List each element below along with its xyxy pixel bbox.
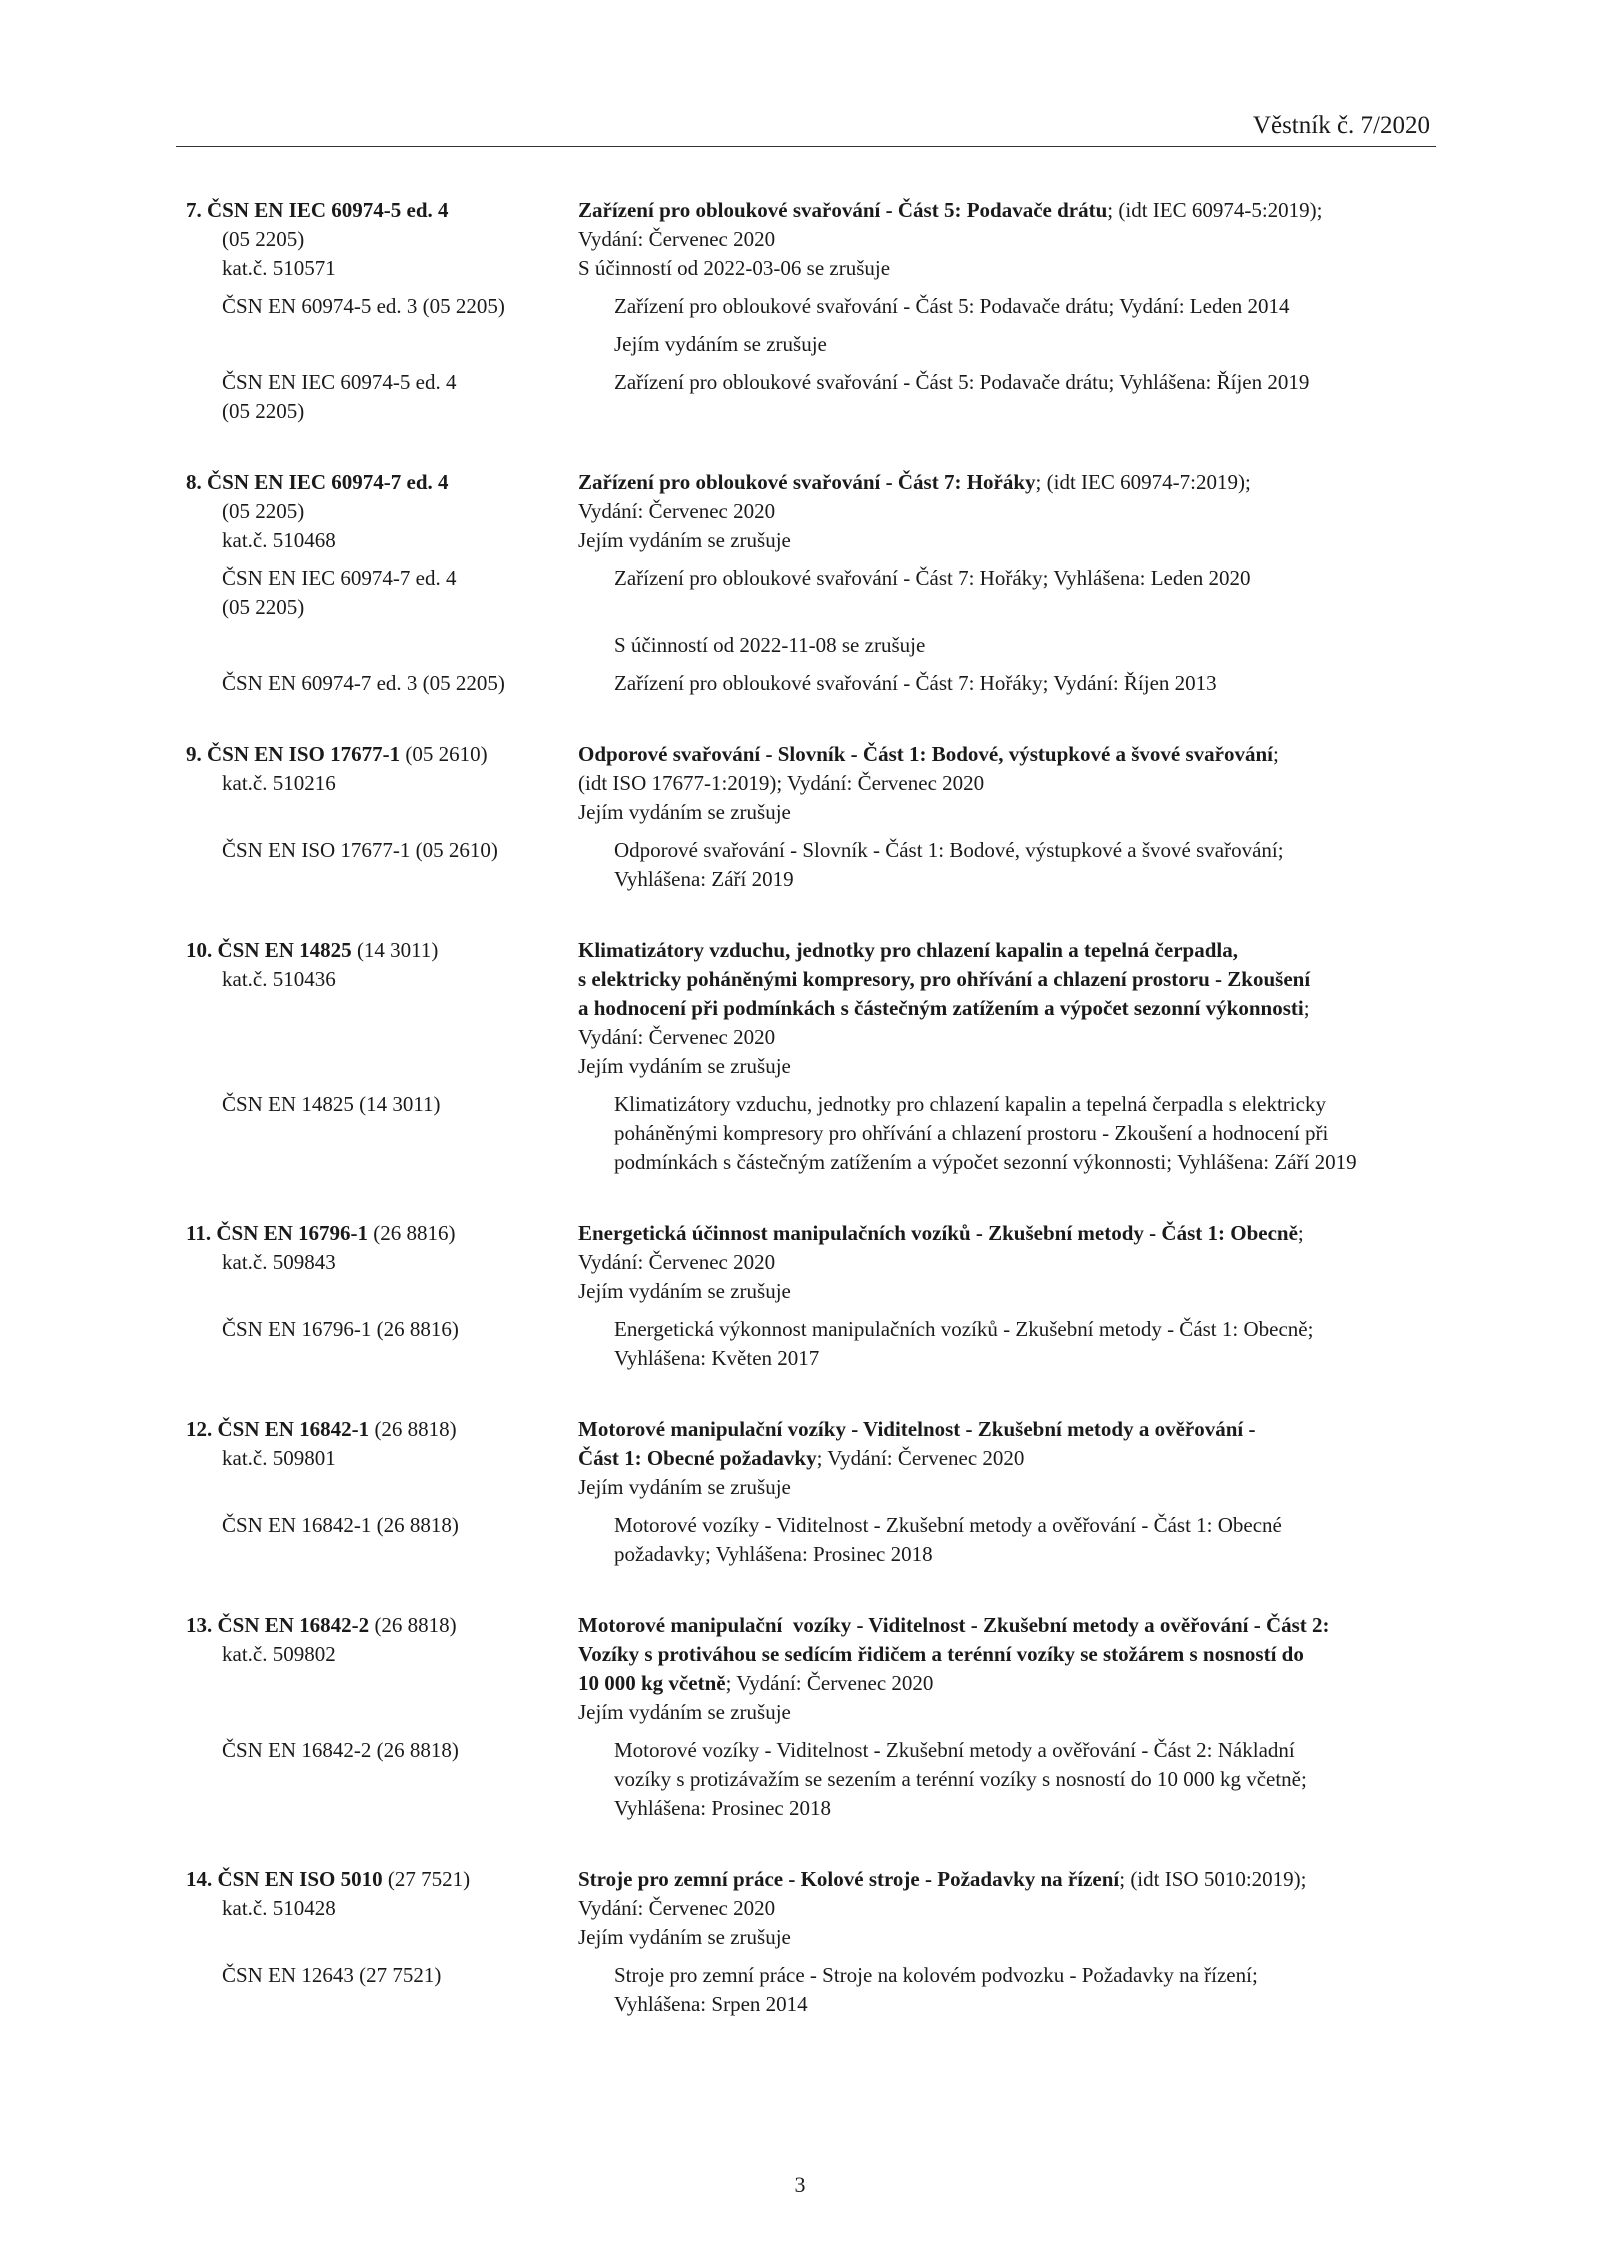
issue-date: Vydání: Červenec 2020	[578, 1025, 776, 1049]
catalog-number: kat.č. 510436	[222, 967, 336, 991]
related-standard-text: Energetická výkonnost manipulačních vozíků - Zkušební metody - Část 1: Obecně;	[614, 1317, 1314, 1341]
standard-code: ČSN EN 16842-1	[217, 1417, 370, 1441]
standards-list	[186, 196, 1436, 2061]
related-standard-text: Zařízení pro obloukové svařování - Část 5: Podavače drátu; Vydání: Leden 2014	[614, 294, 1290, 318]
effect-note: Jejím vydáním se zrušuje	[578, 528, 791, 552]
standard-title: Energetická účinnost manipulačních vozíků - Zkušební metody - Část 1: Obecně	[578, 1221, 1298, 1245]
related-standard-text-cont: Vyhlášena: Září 2019	[614, 867, 794, 891]
related-standard-text: Zařízení pro obloukové svařování - Část 5: Podavače drátu; Vyhlášena: Říjen 2019	[614, 370, 1310, 394]
page-number: 3	[794, 2172, 806, 2197]
standard-entry-10	[186, 936, 1436, 1177]
bulletin-title: Věstník č. 7/2020	[1252, 112, 1430, 139]
standard-entry-11	[186, 1219, 1436, 1373]
title-suffix: ; (idt IEC 60974-7:2019);	[1035, 470, 1251, 494]
related-standard-text-l3: podmínkách s částečným zatížením a výpočet sezonní výkonnosti; Vyhlášena: Září 2019	[614, 1150, 1357, 1174]
catalog-number: kat.č. 509801	[222, 1446, 336, 1470]
standard-entry-7	[186, 196, 1436, 426]
related-standard-code: ČSN EN 60974-5 ed. 3 (05 2205)	[222, 294, 505, 318]
related-standard-text-l3: Vyhlášena: Prosinec 2018	[614, 1796, 831, 1820]
standard-title: Zařízení pro obloukové svařování - Část 7: Hořáky	[578, 470, 1036, 494]
title-suffix: ; Vydání: Červenec 2020	[725, 1671, 934, 1695]
title-suffix: ; (idt IEC 60974-5:2019);	[1107, 198, 1323, 222]
related-standard-text: Stroje pro zemní práce - Stroje na kolovém podvozku - Požadavky na řízení;	[614, 1963, 1258, 1987]
related-standard-text-cont: požadavky; Vyhlášena: Prosinec 2018	[614, 1542, 933, 1566]
classification-code: (27 7521)	[387, 1867, 471, 1891]
effect-note: Jejím vydáním se zrušuje	[578, 800, 791, 824]
standard-title-line3: 10 000 kg včetně	[578, 1671, 726, 1695]
entry-number: 13.	[186, 1613, 213, 1637]
related-standard-text: Motorové vozíky - Viditelnost - Zkušební metody a ověřování - Část 1: Obecné	[614, 1513, 1282, 1537]
standard-title: Stroje pro zemní práce - Kolové stroje - Požadavky na řízení	[578, 1867, 1120, 1891]
standard-title-line2: Vozíky s protiváhou se sedícím řidičem a terénní vozíky se stožárem s nosností do	[578, 1642, 1304, 1666]
effect-note: Jejím vydáním se zrušuje	[578, 1700, 791, 1724]
standard-code: ČSN EN ISO 17677-1	[207, 742, 401, 766]
effect-note: Jejím vydáním se zrušuje	[578, 1925, 791, 1949]
related-standard-text: Motorové vozíky - Viditelnost - Zkušební metody a ověřování - Část 2: Nákladní	[614, 1738, 1295, 1762]
standard-entry-13	[186, 1611, 1436, 1823]
catalog-number: kat.č. 510571	[222, 256, 336, 280]
standard-entry-8	[186, 468, 1436, 698]
standard-code: ČSN EN IEC 60974-7 ed. 4	[207, 470, 449, 494]
entry-number: 10.	[186, 938, 213, 962]
classification-code: (26 8816)	[373, 1221, 456, 1245]
catalog-number: kat.č. 510428	[222, 1896, 336, 1920]
standard-title: Motorové manipulační vozíky - Viditelnost - Zkušební metody a ověřování -	[578, 1417, 1256, 1441]
related-standard-text-l2: poháněnými kompresory pro ohřívání a chlazení prostoru - Zkoušení a hodnocení při	[614, 1121, 1329, 1145]
entry-number: 14.	[186, 1867, 213, 1891]
related-standard-code: ČSN EN 14825 (14 3011)	[222, 1092, 441, 1116]
entry-number: 9.	[186, 742, 202, 766]
related-classification-code: (05 2205)	[222, 595, 305, 619]
classification-code: (05 2205)	[222, 499, 305, 523]
related-standard-code: ČSN EN 12643 (27 7521)	[222, 1963, 442, 1987]
catalog-number: kat.č. 510468	[222, 528, 336, 552]
catalog-number: kat.č. 509802	[222, 1642, 336, 1666]
related-standard-code: ČSN EN 16842-2 (26 8818)	[222, 1738, 459, 1762]
entry-number: 7.	[186, 198, 202, 222]
classification-code: (14 3011)	[356, 938, 439, 962]
related-standard-code: ČSN EN IEC 60974-5 ed. 4	[222, 370, 457, 394]
title-suffix: ;	[1303, 996, 1310, 1020]
related-note: Jejím vydáním se zrušuje	[614, 332, 827, 356]
standard-code: ČSN EN 14825	[217, 938, 352, 962]
related-standard-code: ČSN EN 16842-1 (26 8818)	[222, 1513, 459, 1537]
entry-number: 8.	[186, 470, 202, 494]
standard-title: Odporové svařování - Slovník - Část 1: Bodové, výstupkové a švové svařování	[578, 742, 1274, 766]
related-standard-text-cont: Vyhlášena: Srpen 2014	[614, 1992, 808, 2016]
title-suffix: ;	[1273, 742, 1279, 766]
classification-code: (26 8818)	[374, 1417, 457, 1441]
related-standard-text: Zařízení pro obloukové svařování - Část 7: Hořáky; Vyhlášena: Leden 2020	[614, 566, 1251, 590]
title-suffix: ;	[1297, 1221, 1304, 1245]
related-standard-text: Klimatizátory vzduchu, jednotky pro chlazení kapalin a tepelná čerpadla s elektricky	[614, 1092, 1326, 1116]
issue-date: Vydání: Červenec 2020	[578, 227, 776, 251]
standard-entry-14	[186, 1865, 1436, 2019]
standard-entry-12	[186, 1415, 1436, 1569]
related-standard-code: ČSN EN 60974-7 ed. 3 (05 2205)	[222, 671, 505, 695]
classification-code: (05 2610)	[405, 742, 488, 766]
page-header	[176, 112, 1436, 147]
related-standard-text-l2: vozíky s protizávažím se sezením a terénní vozíky s nosností do 10 000 kg včetně;	[614, 1767, 1307, 1791]
standard-code: ČSN EN IEC 60974-5 ed. 4	[207, 198, 449, 222]
standard-entry-9	[186, 740, 1436, 894]
effect-note: Jejím vydáním se zrušuje	[578, 1279, 791, 1303]
standard-code: ČSN EN 16842-2	[217, 1613, 370, 1637]
standard-title-line2: Část 1: Obecné požadavky	[578, 1446, 817, 1470]
standard-title-line3: a hodnocení při podmínkách s částečným zatížením a výpočet sezonní výkonnosti	[578, 996, 1304, 1020]
effect-note: Jejím vydáním se zrušuje	[578, 1475, 791, 1499]
related-classification-code: (05 2205)	[222, 399, 305, 423]
standard-title: Zařízení pro obloukové svařování - Část 5: Podavače drátu	[578, 198, 1108, 222]
title-suffix: ; (idt ISO 5010:2019);	[1119, 1867, 1307, 1891]
related-standard-text: Zařízení pro obloukové svařování - Část 7: Hořáky; Vydání: Říjen 2013	[614, 671, 1217, 695]
classification-code: (05 2205)	[222, 227, 305, 251]
entry-number: 11.	[186, 1221, 212, 1245]
related-standard-code: ČSN EN ISO 17677-1 (05 2610)	[222, 838, 498, 862]
standard-code: ČSN EN 16796-1	[216, 1221, 369, 1245]
related-note: S účinností od 2022-11-08 se zrušuje	[614, 633, 926, 657]
entry-number: 12.	[186, 1417, 213, 1441]
standard-title: Klimatizátory vzduchu, jednotky pro chlazení kapalin a tepelná čerpadla,	[578, 938, 1238, 962]
standard-title: Motorové manipulační vozíky - Viditelnost - Zkušební metody a ověřování - Část 2:	[578, 1613, 1330, 1637]
issue-date: Vydání: Červenec 2020	[578, 1250, 776, 1274]
title-suffix: ; Vydání: Červenec 2020	[816, 1446, 1025, 1470]
standard-title-line2: s elektricky poháněnými kompresory, pro ohřívání a chlazení prostoru - Zkoušení	[578, 967, 1311, 991]
effect-note: Jejím vydáním se zrušuje	[578, 1054, 791, 1078]
related-standard-text-cont: Vyhlášena: Květen 2017	[614, 1346, 820, 1370]
classification-code: (26 8818)	[374, 1613, 457, 1637]
issue-date: Vydání: Červenec 2020	[578, 499, 776, 523]
title-continuation: (idt ISO 17677-1:2019); Vydání: Červenec 2020	[578, 771, 985, 795]
related-standard-text: Odporové svařování - Slovník - Část 1: Bodové, výstupkové a švové svařování;	[614, 838, 1284, 862]
effect-note: S účinností od 2022-03-06 se zrušuje	[578, 256, 891, 280]
standard-code: ČSN EN ISO 5010	[217, 1867, 383, 1891]
catalog-number: kat.č. 509843	[222, 1250, 336, 1274]
related-standard-code: ČSN EN IEC 60974-7 ed. 4	[222, 566, 457, 590]
issue-date: Vydání: Červenec 2020	[578, 1896, 776, 1920]
related-standard-code: ČSN EN 16796-1 (26 8816)	[222, 1317, 459, 1341]
catalog-number: kat.č. 510216	[222, 771, 336, 795]
